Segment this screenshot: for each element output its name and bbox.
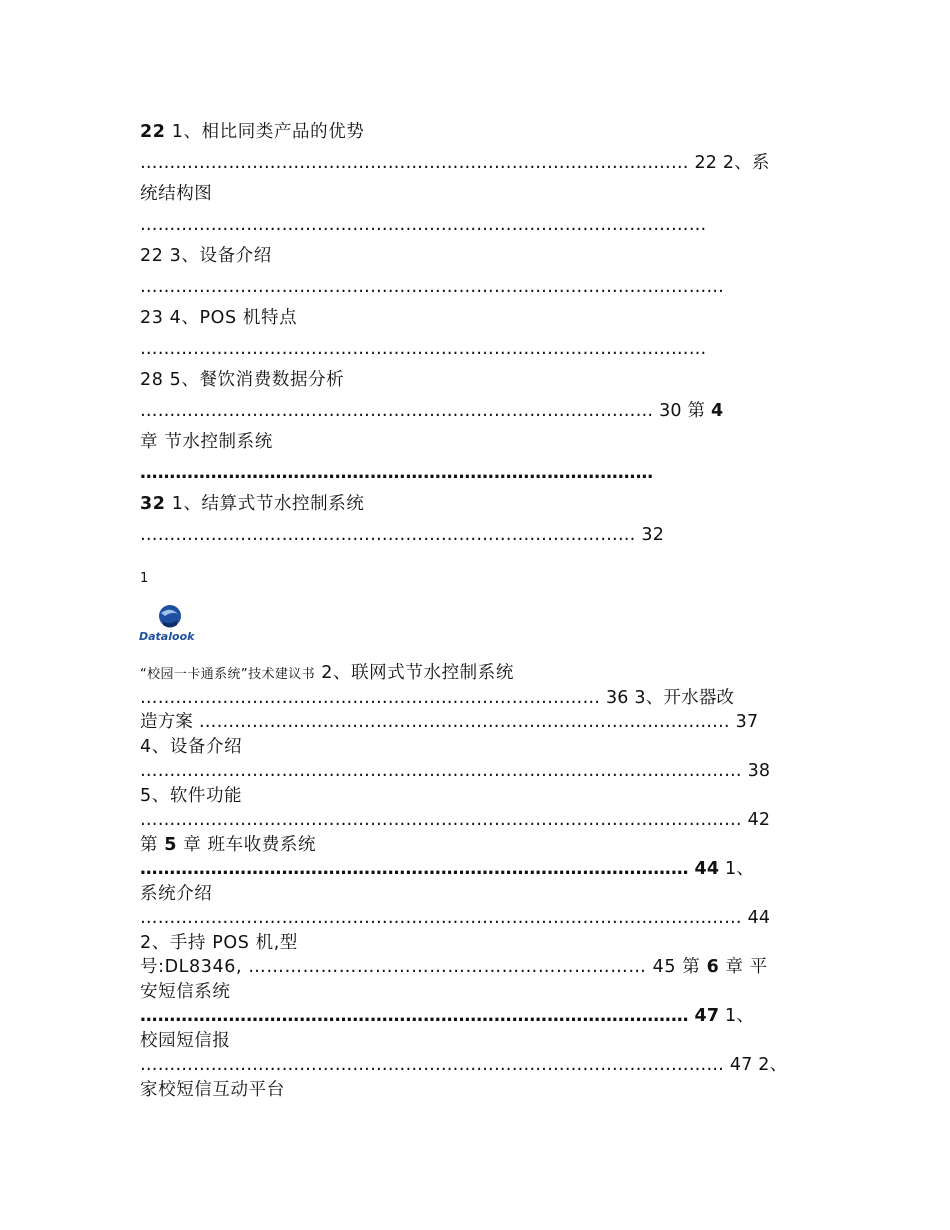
- toc-leader-line: ………………………………………………………………………………………: [140, 277, 725, 297]
- chapter-number: 5: [164, 835, 178, 855]
- toc-leader-line: ………………………………………………………………………… 32: [140, 525, 665, 545]
- toc-page-number: 44: [694, 859, 720, 879]
- toc-entry: 系统介绍: [140, 884, 213, 904]
- toc-line: [140, 492, 364, 516]
- toc-leader-line: ………………………………………………………………………………………… 44: [140, 908, 771, 928]
- toc-entry: 1、相比同类产品的优势: [165, 122, 365, 142]
- toc-leader-line: …………………………………………………………………… 36 3、开水器改: [140, 688, 735, 708]
- toc-page-number: 22: [140, 122, 166, 142]
- toc-entry: 家校短信互动平台: [140, 1080, 285, 1100]
- toc-leader-line: ………………………………………………………………………………… 22 2、系: [140, 153, 770, 173]
- chapter-number: 6: [706, 957, 720, 977]
- toc-entry: 2、联网式节水控制系统: [315, 663, 514, 683]
- toc-leader-line: …………………………………………………………………………… 30 第 4: [140, 401, 724, 421]
- chapter-title: 第 5 章 班车收费系统: [140, 835, 317, 855]
- toc-entry: 22 3、设备介绍: [140, 246, 272, 266]
- toc-entry: 校园短信报: [140, 1031, 231, 1051]
- toc-leader-line: ……………………………………………………………………………………: [140, 339, 707, 359]
- toc-entry: 28 5、餐饮消费数据分析: [140, 370, 345, 390]
- datalook-logo: [137, 603, 201, 643]
- chapter-number: 4: [710, 401, 724, 421]
- toc-leader-line-bold: ………………………………………………………………………………… 44 1、: [140, 859, 755, 879]
- page-number: 1: [140, 571, 149, 586]
- toc-entry: 1、结算式节水控制系统: [165, 494, 365, 514]
- toc-leader-line: 号:DL8346, ………………………………………………………… 45 第 6 章 平: [140, 957, 768, 977]
- toc-entry: 5、软件功能: [140, 786, 243, 806]
- toc-leader-line: ………………………………………………………………………………………… 42: [140, 810, 771, 830]
- toc-leader-line: ………………………………………………………………………………………… 38: [140, 761, 771, 781]
- chapter-title: 章 节水控制系统: [140, 432, 273, 452]
- toc-entry: 造方案 ……………………………………………………………………………… 37: [140, 712, 759, 732]
- toc-entry: 统结构图: [140, 184, 213, 204]
- toc-entry: 2、手持 POS 机,型: [140, 933, 298, 953]
- toc-entry: 4、设备介绍: [140, 737, 243, 757]
- chapter-title: 安短信系统: [140, 982, 231, 1002]
- toc-entry: 23 4、POS 机特点: [140, 308, 298, 328]
- toc-leader-line: ……………………………………………………………………………………: [140, 215, 707, 235]
- toc-page-number: 32: [140, 494, 166, 514]
- toc-leader-line-bold: ………………………………………………………………………………… 47 1、: [140, 1006, 755, 1026]
- toc-leader-line: ……………………………………………………………………………………… 47 2、: [140, 1055, 788, 1075]
- document-header: “校园一卡通系统”技术建议书: [140, 667, 316, 682]
- toc-line: [140, 661, 514, 687]
- toc-leader-line-bold: ……………………………………………………………………………: [140, 463, 654, 483]
- toc-line: [140, 120, 364, 144]
- toc-page-number: 47: [694, 1006, 720, 1026]
- logo-text: Datalook: [139, 630, 195, 643]
